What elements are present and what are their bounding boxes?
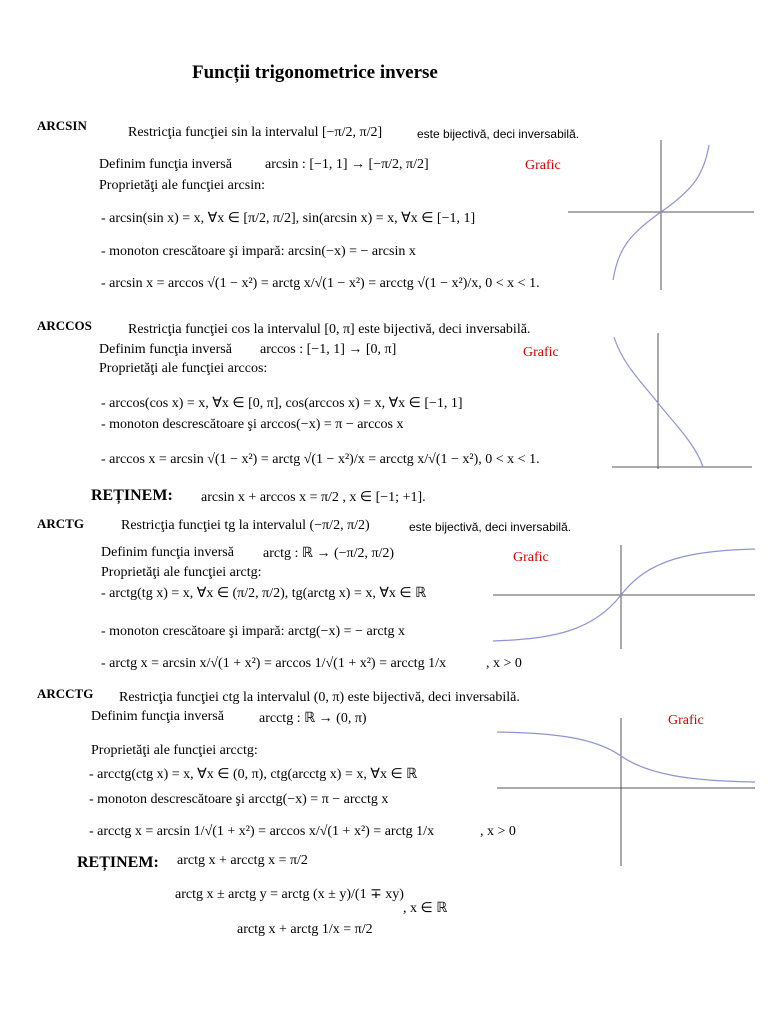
arctg-definition-math: arctg : ℝ → (−π/2, π/2) bbox=[263, 546, 395, 561]
arctg-property-2: - monoton crescătoare şi impară: arctg(−x) = − arctg x bbox=[101, 624, 405, 639]
arcctg-heading: ARCCTG bbox=[37, 686, 94, 701]
retinem-2-formula-3: arctg x + arctg 1/x = π/2 bbox=[237, 922, 373, 937]
arccos-graph-label: Grafic bbox=[523, 345, 559, 360]
arctg-property-3: - arctg x = arcsin x/√(1 + x²) = arccos 1/√(1 + x²) = arcctg 1/x bbox=[101, 656, 447, 671]
arctg-definition-label: Definim funcţia inversă bbox=[101, 545, 234, 560]
page-title: Funcții trigonometrice inverse bbox=[192, 62, 438, 83]
arcsin-heading: ARCSIN bbox=[37, 118, 87, 133]
arcctg-graph bbox=[497, 718, 755, 866]
arcsin-restriction: Restricţia funcţiei sin la intervalul [−π/2, π/2] bbox=[128, 125, 383, 140]
retinem-1-label: REȚINEM: bbox=[91, 487, 173, 504]
arctg-props-label: Proprietăţi ale funcţiei arctg: bbox=[101, 565, 262, 580]
arcctg-property-1: - arcctg(ctg x) = x, ∀x ∈ (0, π), ctg(arcctg x) = x, ∀x ∈ ℝ bbox=[89, 767, 418, 782]
arccos-heading: ARCCOS bbox=[37, 318, 92, 333]
arcsin-restriction-tail: este bijectivă, deci inversabilă. bbox=[417, 127, 580, 141]
arcctg-props-label: Proprietăţi ale funcţiei arcctg: bbox=[91, 743, 258, 758]
retinem-1-formula: arcsin x + arccos x = π/2 , x ∈ [−1; +1]. bbox=[201, 490, 426, 505]
retinem-2-label: REȚINEM: bbox=[77, 854, 159, 871]
arcctg-property-3: - arcctg x = arcsin 1/√(1 + x²) = arccos x/√(1 + x²) = arctg 1/x bbox=[89, 824, 435, 839]
arccos-property-3: - arccos x = arcsin √(1 − x²) = arctg √(1 − x²)/x = arcctg x/√(1 − x²), 0 < x < 1. bbox=[101, 452, 540, 467]
arcctg-graph-label: Grafic bbox=[668, 713, 704, 728]
arcsin-property-1: - arcsin(sin x) = x, ∀x ∈ [π/2, π/2], sin(arcsin x) = x, ∀x ∈ [−1, 1] bbox=[101, 211, 476, 226]
arcsin-property-3: - arcsin x = arccos √(1 − x²) = arctg x/√(1 − x²) = arcctg √(1 − x²)/x, 0 < x < 1. bbox=[101, 276, 540, 291]
arctg-graph bbox=[493, 545, 755, 649]
arctg-graph-label: Grafic bbox=[513, 550, 549, 565]
arccos-definition-label: Definim funcţia inversă bbox=[99, 342, 232, 357]
arccos-property-1: - arccos(cos x) = x, ∀x ∈ [0, π], cos(arccos x) = x, ∀x ∈ [−1, 1] bbox=[101, 396, 463, 411]
arcsin-props-label: Proprietăţi ale funcţiei arcsin: bbox=[99, 178, 265, 193]
arcsin-definition-label: Definim funcţia inversă bbox=[99, 157, 232, 172]
arctg-heading: ARCTG bbox=[37, 516, 84, 531]
retinem-2-formula-2-condition: , x ∈ ℝ bbox=[403, 901, 448, 916]
arccos-definition-math: arccos : [−1, 1] → [0, π] bbox=[260, 342, 397, 357]
retinem-2-formula-1: arctg x + arcctg x = π/2 bbox=[177, 853, 308, 868]
arcsin-graph bbox=[568, 140, 754, 290]
arccos-restriction: Restricţia funcţiei cos la intervalul [0, π] este bijectivă, deci inversabilă. bbox=[128, 322, 531, 337]
arctg-property-3-condition: , x > 0 bbox=[486, 656, 522, 671]
arcsin-property-2: - monoton crescătoare şi impară: arcsin(−x) = − arcsin x bbox=[101, 244, 416, 259]
arctg-restriction-tail: este bijectivă, deci inversabilă. bbox=[409, 520, 572, 534]
arcsin-definition-math: arcsin : [−1, 1] → [−π/2, π/2] bbox=[265, 157, 429, 172]
arccos-property-2: - monoton descrescătoare şi arccos(−x) = π − arccos x bbox=[101, 417, 404, 432]
arcctg-definition-label: Definim funcţia inversă bbox=[91, 709, 224, 724]
arcctg-property-2: - monoton descrescătoare şi arcctg(−x) = π − arcctg x bbox=[89, 792, 389, 807]
arccos-props-label: Proprietăţi ale funcţiei arccos: bbox=[99, 361, 268, 376]
arcctg-definition-math: arcctg : ℝ → (0, π) bbox=[259, 711, 367, 726]
arcctg-restriction: Restricţia funcţiei ctg la intervalul (0, π) este bijectivă, deci inversabilă. bbox=[119, 690, 520, 705]
arcsin-graph-label: Grafic bbox=[525, 158, 561, 173]
arctg-property-1: - arctg(tg x) = x, ∀x ∈ (π/2, π/2), tg(arctg x) = x, ∀x ∈ ℝ bbox=[101, 586, 427, 601]
arctg-restriction: Restricţia funcţiei tg la intervalul (−π/2, π/2) bbox=[121, 518, 370, 533]
arccos-graph bbox=[612, 333, 752, 469]
arcctg-property-3-condition: , x > 0 bbox=[480, 824, 516, 839]
retinem-2-formula-2: arctg x ± arctg y = arctg (x ± y)/(1 ∓ xy) bbox=[175, 887, 404, 902]
